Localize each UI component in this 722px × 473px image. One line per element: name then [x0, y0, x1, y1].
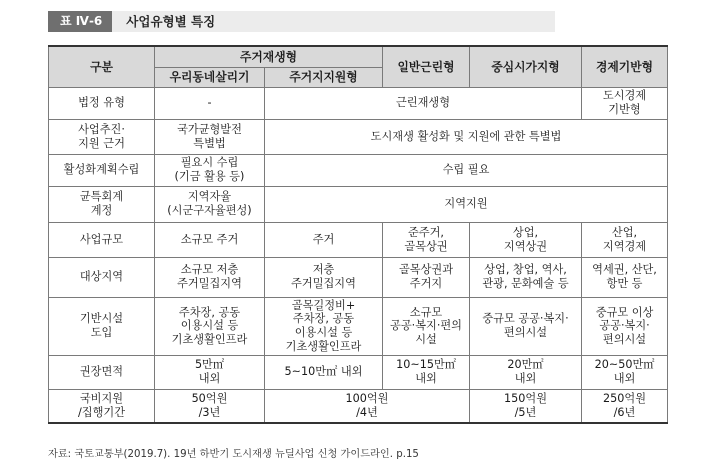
- row-label: 대상지역: [49, 257, 155, 297]
- table-cell: 주차장, 공동 이용시설 등 기초생활인프라: [155, 297, 265, 355]
- table-cell: 상업, 창업, 역사, 관광, 문화예술 등: [470, 257, 582, 297]
- table-cell: 250억원 /6년: [582, 389, 668, 423]
- table-cell: 국가균형발전 특별법: [155, 119, 265, 154]
- table-cell: 소규모 공공·복지·편의 시설: [383, 297, 470, 355]
- table-cell: 산업, 지역경제: [582, 222, 668, 257]
- table-cell: 상업, 지역상권: [470, 222, 582, 257]
- table-cell: 150억원 /5년: [470, 389, 582, 423]
- table-row: [49, 297, 668, 355]
- table-caption: [48, 11, 555, 32]
- table-cell: 역세권, 산단, 항만 등: [582, 257, 668, 297]
- table-row: [49, 389, 668, 423]
- table-cell: 5만㎡ 내외: [155, 355, 265, 389]
- table-cell: 근린재생형: [265, 87, 582, 119]
- table-cell: 20만㎡ 내외: [470, 355, 582, 389]
- table-cell: 필요시 수립 (기금 활용 등): [155, 154, 265, 186]
- table-row: [49, 257, 668, 297]
- table-cell: 준주거, 골목상권: [383, 222, 470, 257]
- table-cell: 20~50만㎡ 내외: [582, 355, 668, 389]
- header-residential-support: 주거지지원형: [265, 67, 383, 87]
- table-cell: 100억원 /4년: [265, 389, 470, 423]
- table-cell: 도시경제 기반형: [582, 87, 668, 119]
- header-economic-base: 경제기반형: [582, 46, 668, 87]
- table-cell: -: [155, 87, 265, 119]
- table-number-label: 표 Ⅳ-6: [48, 11, 112, 32]
- table-row: [49, 355, 668, 389]
- table-row: [49, 186, 668, 222]
- project-type-comparison-table: [48, 45, 668, 424]
- source-note: 자료: 국토교통부(2019.7). 19년 하반기 도시재생 뉴딜사업 신청 가이드라인. p.15: [48, 449, 419, 460]
- table-cell: 소규모 저층 주거밀집지역: [155, 257, 265, 297]
- table-row: [49, 222, 668, 257]
- row-label: 활성화계획수립: [49, 154, 155, 186]
- row-label: 국비지원 /집행기간: [49, 389, 155, 423]
- header-general-neighborhood: 일반근린형: [383, 46, 470, 87]
- table-cell: 주거: [265, 222, 383, 257]
- table-cell: 지역자율 (시군구자율편성): [155, 186, 265, 222]
- table-cell: 50억원 /3년: [155, 389, 265, 423]
- table-cell: 도시재생 활성화 및 지원에 관한 특별법: [265, 119, 668, 154]
- row-label: 권장면적: [49, 355, 155, 389]
- table-cell: 소규모 주거: [155, 222, 265, 257]
- table-cell: 골목길정비+ 주차장, 공동 이용시설 등 기초생활인프라: [265, 297, 383, 355]
- table-cell: 중규모 공공·복지· 편의시설: [470, 297, 582, 355]
- table-title: 사업유형별 특징: [112, 11, 555, 32]
- table-cell: 골목상권과 주거지: [383, 257, 470, 297]
- table-cell: 지역지원: [265, 186, 668, 222]
- table-row: [49, 119, 668, 154]
- table-cell: 중규모 이상 공공·복지· 편의시설: [582, 297, 668, 355]
- row-label: 기반시설 도입: [49, 297, 155, 355]
- table-cell: 5~10만㎡ 내외: [265, 355, 383, 389]
- row-label: 법정 유형: [49, 87, 155, 119]
- header-our-neighborhood: 우리동네살리기: [155, 67, 265, 87]
- row-label: 사업추진· 지원 근거: [49, 119, 155, 154]
- header-category: 구분: [49, 46, 155, 87]
- table-cell: 10~15만㎡ 내외: [383, 355, 470, 389]
- table-cell: 수립 필요: [265, 154, 668, 186]
- row-label: 균특회계 계정: [49, 186, 155, 222]
- header-residential-group: 주거재생형: [155, 46, 383, 67]
- table-row: [49, 154, 668, 186]
- table-row: [49, 87, 668, 119]
- row-label: 사업규모: [49, 222, 155, 257]
- table-cell: 저층 주거밀집지역: [265, 257, 383, 297]
- header-downtown: 중심시가지형: [470, 46, 582, 87]
